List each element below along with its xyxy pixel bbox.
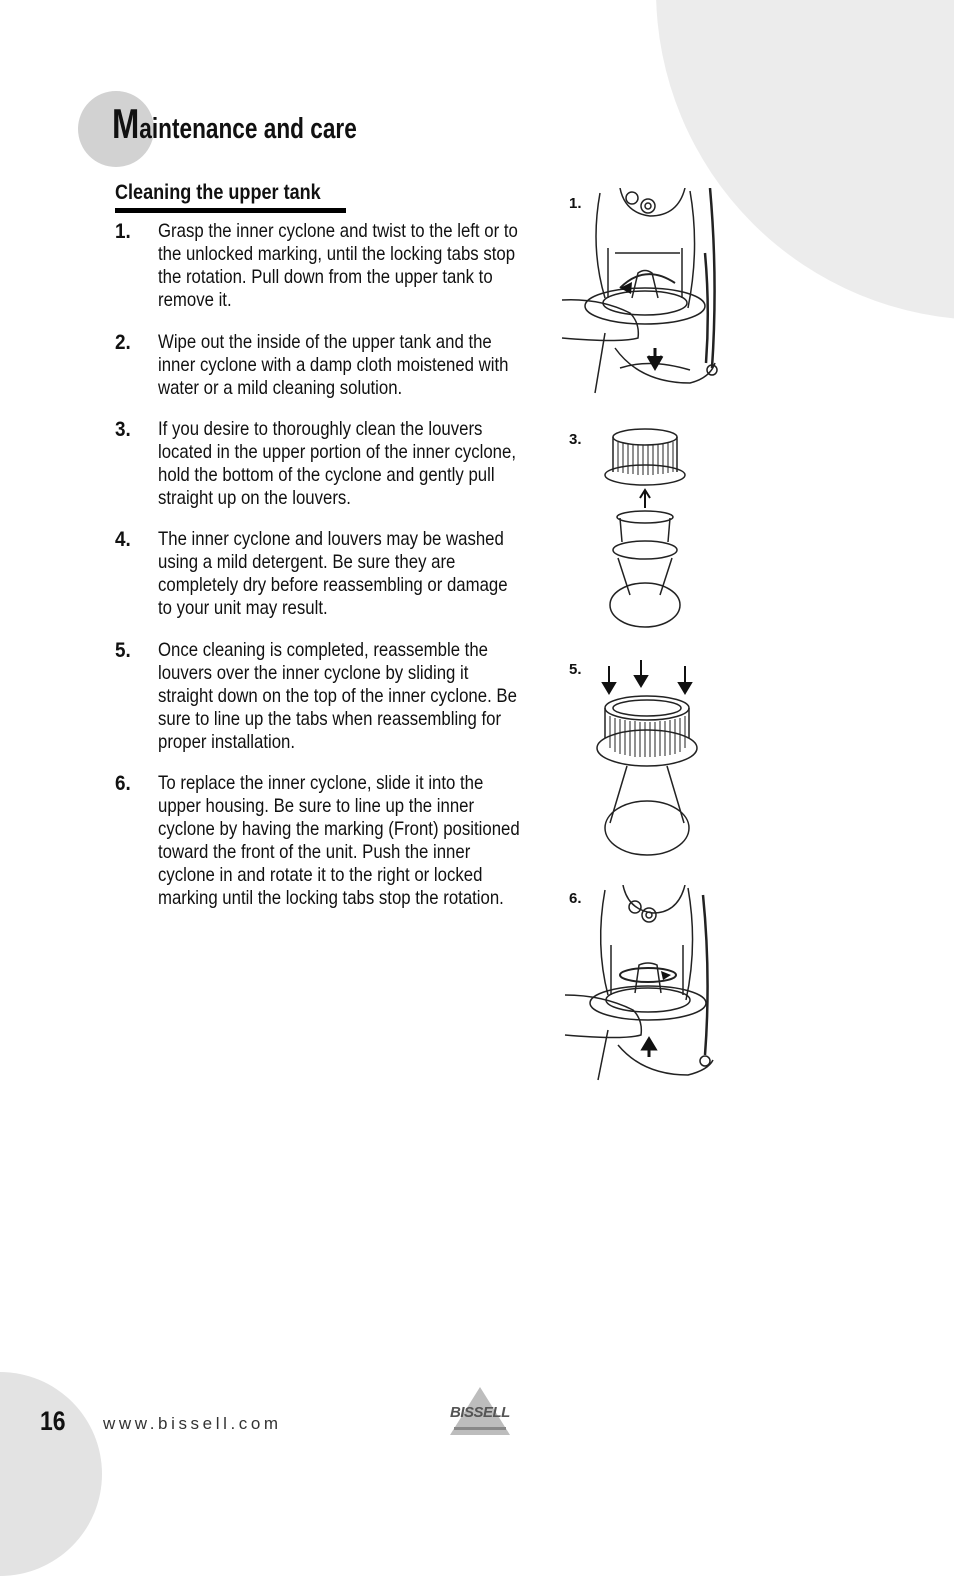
step-number: 4. — [115, 528, 131, 551]
step-text: Grasp the inner cyclone and twist to the left or to the unlocked marking, until the locking tabs stop the rotation. Pull down from the upper tank to remove it. — [158, 220, 518, 311]
logo-wordmark: BISSELL — [450, 1404, 510, 1421]
step-text: To replace the inner cyclone, slide it into the upper housing. Be sure to line up the inner cyclone by having the marking (Front) positioned toward the front of the unit. Push the inner cyclone in and rotate it to the right or locked marking until the locking tabs stop the rotation. — [158, 772, 520, 909]
website-link[interactable]: www.bissell.com — [103, 1414, 282, 1433]
figure-6-illustration — [563, 885, 723, 1083]
figure-1-illustration — [560, 188, 725, 398]
step-number: 2. — [115, 331, 131, 354]
title-initial: M — [112, 100, 140, 147]
figure-5-label: 5. — [569, 661, 582, 678]
page-number: 16 — [40, 1406, 66, 1436]
figure-1-label: 1. — [569, 195, 582, 212]
bissell-logo — [440, 1383, 520, 1441]
figure-6-label: 6. — [569, 890, 582, 907]
step-number: 5. — [115, 639, 131, 662]
figure-3-illustration — [600, 420, 690, 635]
heading-underline — [115, 208, 346, 213]
section-heading: Cleaning the upper tank — [115, 181, 321, 204]
page-title — [112, 100, 357, 147]
title-rest: aintenance and care — [139, 113, 357, 145]
step-text: The inner cyclone and louvers may be washed using a mild detergent. Be sure they are completely dry before reassembling or damage to your unit may result. — [158, 528, 508, 619]
step-number: 6. — [115, 772, 131, 795]
step-text: Wipe out the inside of the upper tank and the inner cyclone with a damp cloth moistened with water or a mild cleaning solution. — [158, 331, 509, 399]
figure-5-illustration — [595, 658, 705, 860]
step-number: 1. — [115, 220, 131, 243]
page-number-circle — [0, 1372, 102, 1576]
step-text: If you desire to thoroughly clean the louvers located in the upper portion of the inner cyclone, hold the bottom of the cyclone and gently pull straight up on the louvers. — [158, 418, 517, 509]
step-number: 3. — [115, 418, 131, 441]
step-text: Once cleaning is completed, reassemble the louvers over the inner cyclone by sliding it straight down on the top of the inner cyclone. Be sure to line up the tabs when reassembling for proper installation. — [158, 639, 517, 753]
figure-3-label: 3. — [569, 431, 582, 448]
